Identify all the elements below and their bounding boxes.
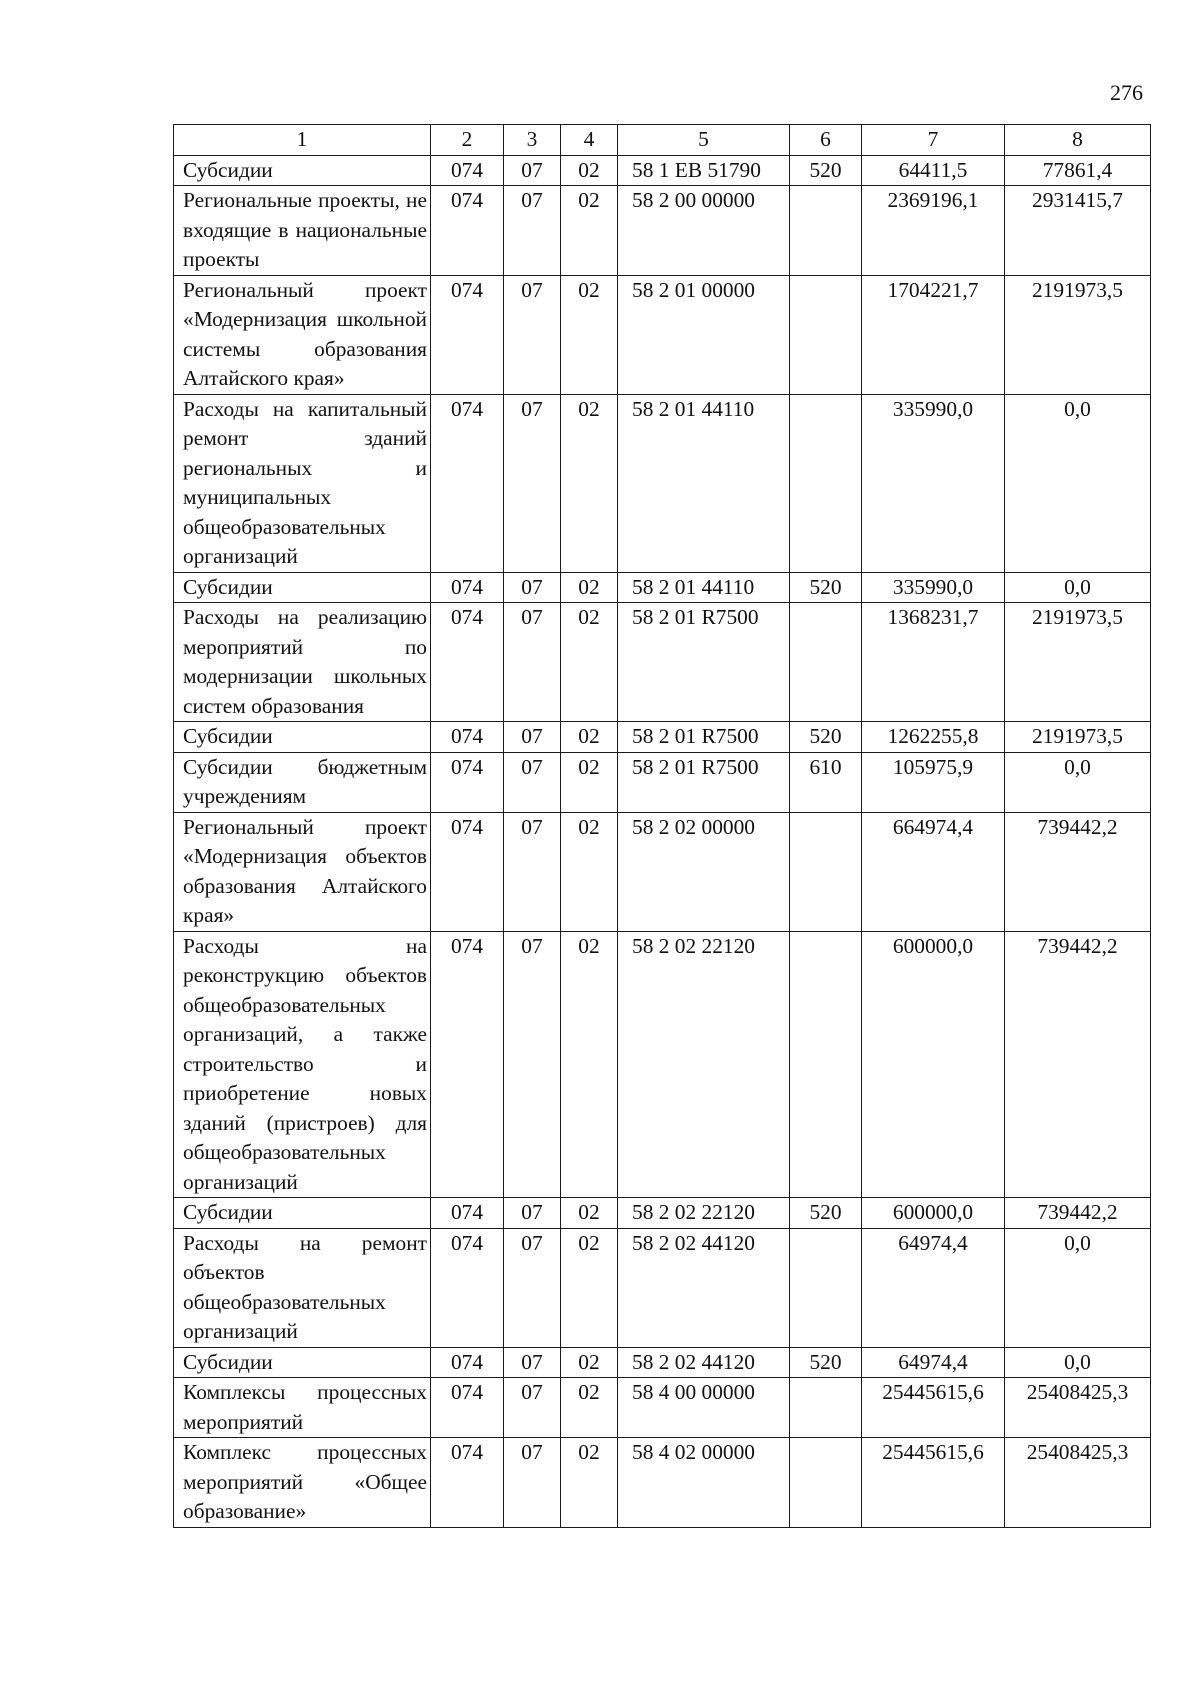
row-chief-admin-code: 074 <box>431 931 504 1198</box>
row-amount-year-1: 600000,0 <box>862 1198 1005 1229</box>
row-section-code: 07 <box>504 1378 561 1438</box>
row-expense-type-code <box>790 931 862 1198</box>
column-header-3: 3 <box>504 125 561 156</box>
row-amount-year-2: 739442,2 <box>1005 1198 1151 1229</box>
row-amount-year-2: 2931415,7 <box>1005 186 1151 276</box>
row-expense-type-code <box>790 603 862 722</box>
table-row <box>174 812 1151 931</box>
row-expense-type-code: 520 <box>790 1347 862 1378</box>
row-section-code: 07 <box>504 394 561 572</box>
row-amount-year-1: 25445615,6 <box>862 1438 1005 1528</box>
row-subsection-code: 02 <box>561 394 618 572</box>
row-section-code: 07 <box>504 1198 561 1229</box>
row-section-code: 07 <box>504 812 561 931</box>
row-amount-year-2: 25408425,3 <box>1005 1438 1151 1528</box>
row-subsection-code: 02 <box>561 1378 618 1438</box>
row-section-code: 07 <box>504 155 561 186</box>
row-chief-admin-code: 074 <box>431 275 504 394</box>
row-name: Субсидии бюджетным учреждениям <box>174 752 431 812</box>
row-amount-year-2: 0,0 <box>1005 394 1151 572</box>
row-target-article-code: 58 4 00 00000 <box>618 1378 790 1438</box>
row-expense-type-code <box>790 1438 862 1528</box>
table-row <box>174 752 1151 812</box>
row-chief-admin-code: 074 <box>431 1198 504 1229</box>
row-chief-admin-code: 074 <box>431 1378 504 1438</box>
row-amount-year-1: 2369196,1 <box>862 186 1005 276</box>
row-target-article-code: 58 2 02 44120 <box>618 1228 790 1347</box>
row-target-article-code: 58 2 02 22120 <box>618 931 790 1198</box>
row-amount-year-2: 2191973,5 <box>1005 275 1151 394</box>
row-subsection-code: 02 <box>561 1228 618 1347</box>
column-header-5: 5 <box>618 125 790 156</box>
row-amount-year-1: 105975,9 <box>862 752 1005 812</box>
table-row <box>174 722 1151 753</box>
row-subsection-code: 02 <box>561 752 618 812</box>
row-chief-admin-code: 074 <box>431 1228 504 1347</box>
column-header-2: 2 <box>431 125 504 156</box>
row-subsection-code: 02 <box>561 1198 618 1229</box>
row-chief-admin-code: 074 <box>431 603 504 722</box>
row-amount-year-2: 77861,4 <box>1005 155 1151 186</box>
row-expense-type-code <box>790 275 862 394</box>
row-chief-admin-code: 074 <box>431 155 504 186</box>
row-amount-year-2: 0,0 <box>1005 1347 1151 1378</box>
row-amount-year-1: 664974,4 <box>862 812 1005 931</box>
row-name: Субсидии <box>174 155 431 186</box>
row-name: Расходы на капитальный ремонт зданий региональных и муниципальных общеобразовательных организаций <box>174 394 431 572</box>
row-amount-year-2: 0,0 <box>1005 572 1151 603</box>
table-row <box>174 603 1151 722</box>
row-target-article-code: 58 4 02 00000 <box>618 1438 790 1528</box>
row-target-article-code: 58 1 ЕВ 51790 <box>618 155 790 186</box>
row-chief-admin-code: 074 <box>431 752 504 812</box>
row-amount-year-2: 2191973,5 <box>1005 603 1151 722</box>
row-name: Расходы на реализацию мероприятий по модернизации школьных систем образования <box>174 603 431 722</box>
table-row <box>174 275 1151 394</box>
row-target-article-code: 58 2 01 44110 <box>618 394 790 572</box>
row-chief-admin-code: 074 <box>431 1438 504 1528</box>
row-section-code: 07 <box>504 275 561 394</box>
table-row <box>174 1198 1151 1229</box>
row-section-code: 07 <box>504 722 561 753</box>
row-target-article-code: 58 2 01 00000 <box>618 275 790 394</box>
row-expense-type-code <box>790 812 862 931</box>
row-amount-year-2: 25408425,3 <box>1005 1378 1151 1438</box>
row-section-code: 07 <box>504 1347 561 1378</box>
row-name: Региональный проект «Модернизация школьной системы образования Алтайского края» <box>174 275 431 394</box>
row-amount-year-2: 739442,2 <box>1005 812 1151 931</box>
row-section-code: 07 <box>504 572 561 603</box>
row-expense-type-code: 520 <box>790 1198 862 1229</box>
table-row <box>174 931 1151 1198</box>
row-target-article-code: 58 2 01 44110 <box>618 572 790 603</box>
table-row <box>174 1347 1151 1378</box>
row-amount-year-1: 25445615,6 <box>862 1378 1005 1438</box>
row-target-article-code: 58 2 02 44120 <box>618 1347 790 1378</box>
column-header-7: 7 <box>862 125 1005 156</box>
table-row <box>174 1378 1151 1438</box>
row-expense-type-code: 520 <box>790 155 862 186</box>
column-header-4: 4 <box>561 125 618 156</box>
row-section-code: 07 <box>504 603 561 722</box>
row-amount-year-1: 64974,4 <box>862 1228 1005 1347</box>
row-amount-year-1: 1368231,7 <box>862 603 1005 722</box>
row-chief-admin-code: 074 <box>431 812 504 931</box>
row-subsection-code: 02 <box>561 812 618 931</box>
row-chief-admin-code: 074 <box>431 1347 504 1378</box>
row-amount-year-2: 0,0 <box>1005 752 1151 812</box>
row-subsection-code: 02 <box>561 931 618 1198</box>
row-expense-type-code <box>790 186 862 276</box>
row-target-article-code: 58 2 00 00000 <box>618 186 790 276</box>
row-target-article-code: 58 2 01 R7500 <box>618 603 790 722</box>
row-amount-year-2: 0,0 <box>1005 1228 1151 1347</box>
row-name: Региональный проект «Модернизация объектов образования Алтайского края» <box>174 812 431 931</box>
row-subsection-code: 02 <box>561 722 618 753</box>
row-target-article-code: 58 2 02 00000 <box>618 812 790 931</box>
column-header-8: 8 <box>1005 125 1151 156</box>
row-expense-type-code <box>790 394 862 572</box>
table-body <box>174 155 1151 1527</box>
table-header-row <box>174 125 1151 156</box>
row-name: Субсидии <box>174 572 431 603</box>
row-section-code: 07 <box>504 931 561 1198</box>
row-section-code: 07 <box>504 1228 561 1347</box>
table-row <box>174 572 1151 603</box>
row-amount-year-1: 1262255,8 <box>862 722 1005 753</box>
column-header-6: 6 <box>790 125 862 156</box>
row-section-code: 07 <box>504 1438 561 1528</box>
row-amount-year-1: 600000,0 <box>862 931 1005 1198</box>
row-name: Расходы на ремонт объектов общеобразовательных организаций <box>174 1228 431 1347</box>
row-name: Расходы на реконструкцию объектов общеобразовательных организаций, а также строительство и приобретение новых зданий (пристроев) для общеобразовательных организаций <box>174 931 431 1198</box>
row-name: Субсидии <box>174 722 431 753</box>
row-subsection-code: 02 <box>561 1347 618 1378</box>
row-expense-type-code: 520 <box>790 722 862 753</box>
row-section-code: 07 <box>504 186 561 276</box>
row-name: Комплексы процессных мероприятий <box>174 1378 431 1438</box>
table-row <box>174 394 1151 572</box>
row-subsection-code: 02 <box>561 186 618 276</box>
column-header-1: 1 <box>174 125 431 156</box>
table-row <box>174 186 1151 276</box>
row-expense-type-code: 610 <box>790 752 862 812</box>
row-subsection-code: 02 <box>561 572 618 603</box>
row-subsection-code: 02 <box>561 1438 618 1528</box>
row-target-article-code: 58 2 01 R7500 <box>618 752 790 812</box>
row-expense-type-code <box>790 1228 862 1347</box>
table-row <box>174 155 1151 186</box>
row-expense-type-code <box>790 1378 862 1438</box>
row-amount-year-2: 2191973,5 <box>1005 722 1151 753</box>
row-chief-admin-code: 074 <box>431 572 504 603</box>
row-subsection-code: 02 <box>561 155 618 186</box>
row-name: Субсидии <box>174 1198 431 1229</box>
row-target-article-code: 58 2 01 R7500 <box>618 722 790 753</box>
table-row <box>174 1438 1151 1528</box>
row-amount-year-1: 64411,5 <box>862 155 1005 186</box>
row-name: Комплекс процессных мероприятий «Общее образование» <box>174 1438 431 1528</box>
row-chief-admin-code: 074 <box>431 722 504 753</box>
row-amount-year-1: 64974,4 <box>862 1347 1005 1378</box>
page-number: 276 <box>1110 80 1143 105</box>
row-name: Субсидии <box>174 1347 431 1378</box>
row-amount-year-1: 335990,0 <box>862 394 1005 572</box>
row-amount-year-1: 335990,0 <box>862 572 1005 603</box>
row-chief-admin-code: 074 <box>431 394 504 572</box>
row-subsection-code: 02 <box>561 275 618 394</box>
row-expense-type-code: 520 <box>790 572 862 603</box>
row-amount-year-1: 1704221,7 <box>862 275 1005 394</box>
row-subsection-code: 02 <box>561 603 618 722</box>
row-amount-year-2: 739442,2 <box>1005 931 1151 1198</box>
row-chief-admin-code: 074 <box>431 186 504 276</box>
table-row <box>174 1228 1151 1347</box>
budget-table <box>173 124 1151 1528</box>
row-name: Региональные проекты, не входящие в национальные проекты <box>174 186 431 276</box>
row-target-article-code: 58 2 02 22120 <box>618 1198 790 1229</box>
row-section-code: 07 <box>504 752 561 812</box>
